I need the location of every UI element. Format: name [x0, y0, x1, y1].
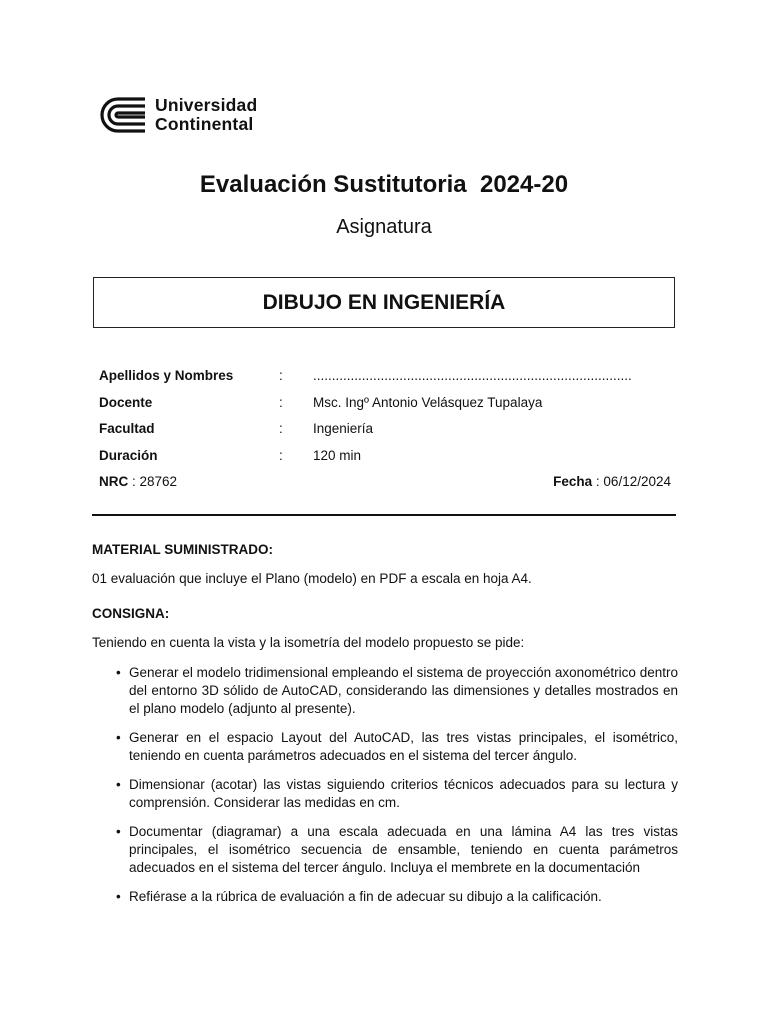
logo-line-2: Continental	[155, 114, 254, 134]
instructions-list	[92, 664, 678, 906]
info-row	[99, 392, 674, 419]
material-text: 01 evaluación que incluye el Plano (modelo) en PDF a escala en hoja A4.	[92, 571, 532, 586]
logo-wordmark	[155, 96, 257, 134]
page-title: Evaluación Sustitutoria 2024-20	[199, 171, 569, 198]
faculty-value: Ingeniería	[313, 421, 374, 436]
list-item: • Refiérase a la rúbrica de evaluación a fin de adecuar su dibujo a la calificación.	[92, 888, 678, 906]
exam-instructions	[92, 541, 678, 917]
consigna-intro: Teniendo en cuenta la vista y la isometría del modelo propuesto se pide:	[92, 635, 525, 650]
info-row	[99, 445, 674, 472]
list-item: • Dimensionar (acotar) las vistas siguiendo criterios técnicos adecuados para su lectura y comprensión. Considerar las medidas en cm.	[92, 776, 678, 812]
info-colon: :	[279, 447, 283, 463]
nrc-label: NRC	[99, 474, 129, 489]
university-logo	[99, 96, 257, 134]
teacher-value: Msc. Ingº Antonio Velásquez Tupalaya	[313, 394, 543, 410]
course-title: DIBUJO EN INGENIERÍA	[262, 290, 506, 314]
info-row	[99, 418, 674, 445]
info-label: Duración	[99, 447, 158, 463]
info-colon: :	[279, 394, 283, 410]
info-label: Facultad	[99, 421, 155, 436]
consigna-heading: CONSIGNA:	[92, 606, 170, 621]
list-item: • Generar el modelo tridimensional empleando el sistema de proyección axonométrico dentro del entorno 3D sólido de AutoCAD, considerando las dimensiones y detalles mostrados en el plano modelo (adjunto al presente).	[92, 664, 678, 718]
subtitle: Asignatura	[336, 216, 432, 238]
info-label: Apellidos y Nombres	[99, 368, 234, 383]
logo-line-1: Universidad	[155, 95, 258, 115]
date-value: : 06/12/2024	[592, 474, 671, 489]
student-info-block	[99, 365, 674, 493]
list-item: • Generar en el espacio Layout del AutoCAD, las tres vistas principales, el isométrico, teniendo en cuenta parámetros adecuados en el sistema del tercer ángulo.	[92, 729, 678, 765]
info-colon: :	[279, 368, 283, 383]
info-label: Docente	[99, 394, 153, 410]
date-label: Fecha	[553, 474, 593, 489]
university-continental-logo-icon	[99, 96, 147, 134]
nrc-value: : 28762	[128, 474, 178, 489]
duration-value: 120 min	[313, 447, 362, 463]
info-colon: :	[279, 421, 283, 436]
name-field: .....................................................................................	[313, 368, 632, 383]
date-field	[553, 471, 671, 493]
nrc-date-row	[99, 471, 674, 493]
nrc-field	[99, 474, 177, 489]
info-row	[99, 365, 674, 392]
course-title-box	[93, 277, 675, 328]
horizontal-divider	[92, 514, 676, 516]
list-item: • Documentar (diagramar) a una escala adecuada en una lámina A4 las tres vistas principales, el isométrico secuencia de ensamble, teniendo en cuenta parámetros adecuados en el sistema del tercer ángulo. Incluya el membrete en la documentación	[92, 823, 678, 877]
material-heading: MATERIAL SUMINISTRADO:	[92, 542, 273, 557]
